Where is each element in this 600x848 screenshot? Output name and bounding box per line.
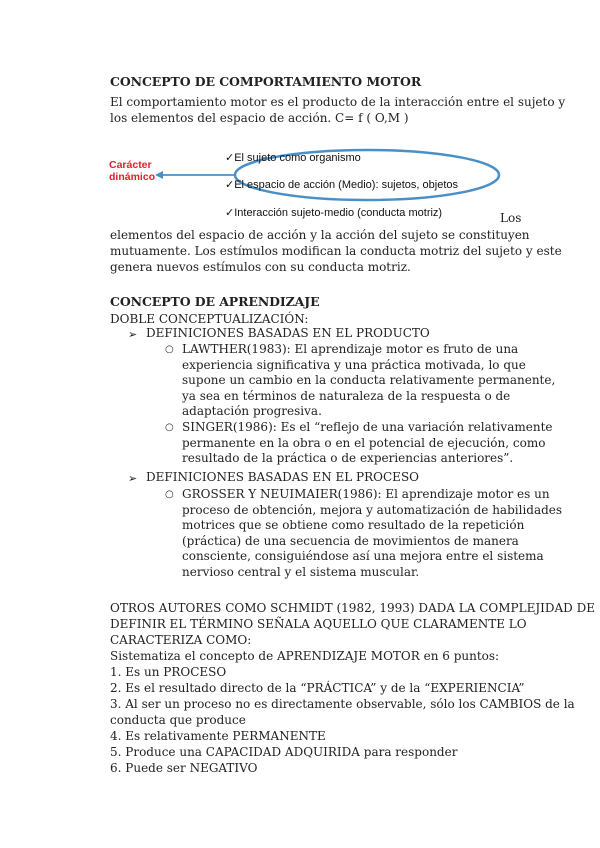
diagram-item-espacio: ✓El espacio de acción (Medio): sujetos, objetos	[225, 179, 459, 191]
definition-line: resultado de la práctica o de experiencias anteriores”.	[182, 451, 514, 465]
after-diagram-paragraph	[110, 227, 562, 275]
section3-line: 3. Al ser un proceso no es directamente observable, sólo los CAMBIOS de la	[110, 697, 575, 711]
section3-line: OTROS AUTORES COMO SCHMIDT (1982, 1993) DADA LA COMPLEJIDAD DE	[110, 601, 595, 615]
section3-line: 4. Es relativamente PERMANENTE	[110, 729, 326, 743]
paragraph-line: genera nuevos estímulos con su conducta motriz.	[110, 260, 411, 274]
definition-line: supone un cambio en la conducta relativamente permanente,	[182, 373, 556, 387]
paragraph-line: mutuamente. Los estímulos modifican la conducta motriz del sujeto y este	[110, 244, 562, 258]
schmidt-section	[110, 600, 595, 776]
intro-line: los elementos del espacio de acción. C= f ( O,M )	[110, 111, 409, 125]
diagram-item-interaccion: ✓Interacción sujeto-medio (conducta motriz)	[225, 207, 443, 219]
definition-line: (práctica) de una secuencia de movimientos de manera	[182, 533, 519, 548]
section3-line: Sistematiza el concepto de APRENDIZAJE MOTOR en 6 puntos:	[110, 649, 500, 663]
definition-line: motrices que se obtiene como resultado de la repetición	[182, 518, 525, 532]
arrow-bullet: ➢	[128, 328, 138, 341]
paragraph-line: elementos del espacio de acción y la acción del sujeto se constituyen	[110, 228, 530, 242]
label-line: Carácter	[109, 159, 152, 171]
arrow-bullet: ➢	[128, 472, 138, 485]
section3-line: 1. Es un PROCESO	[110, 665, 227, 679]
group2-title: DEFINICIONES BASADAS EN EL PROCESO	[146, 470, 419, 484]
definition-line: experiencia significativa y una práctica motivada, lo que	[182, 357, 526, 372]
dynamic-character-diagram	[95, 142, 535, 224]
section3-line: 6. Puede ser NEGATIVO	[110, 761, 258, 775]
caracter-dinamico-label	[109, 159, 155, 183]
definition-line: ya sea en términos de naturaleza de la respuesta o de	[182, 388, 511, 403]
grosser-definition	[182, 487, 562, 580]
definition-line: nervioso central y el sistema muscular.	[182, 564, 420, 579]
definition-line: SINGER(1986): Es el “reflejo de una variación relativamente	[182, 420, 553, 434]
diagram-item-organismo: ✓El sujeto como organismo	[225, 152, 361, 164]
label-line: dinámico	[109, 171, 156, 183]
section3-line: conducta que produce	[110, 713, 246, 727]
group1-title: DEFINICIONES BASADAS EN EL PRODUCTO	[146, 326, 430, 340]
singer-definition	[182, 420, 553, 467]
heading-aprendizaje: CONCEPTO DE APRENDIZAJE	[110, 294, 320, 309]
section3-line: 2. Es el resultado directo de la “PRÁCTICA” y de la “EXPERIENCIA”	[110, 681, 525, 695]
circle-bullet: ○	[165, 489, 174, 500]
intro-line: El comportamiento motor es el producto de la interacción entre el sujeto y	[110, 95, 566, 109]
lawther-definition	[182, 342, 555, 420]
doble-conceptualizacion: DOBLE CONCEPTUALIZACIÓN:	[110, 312, 309, 326]
circle-bullet: ○	[165, 422, 174, 433]
section3-line: DEFINIR EL TÉRMINO SEÑALA AQUELLO QUE CLARAMENTE LO	[110, 617, 527, 631]
intro-paragraph	[110, 94, 566, 126]
circle-bullet: ○	[165, 344, 174, 355]
trailing-word: Los	[500, 211, 522, 225]
definition-line: adaptación progresiva.	[182, 404, 322, 418]
definition-line: permanente en la obra o en el potencial de ejecución, como	[182, 435, 546, 450]
definition-line: proceso de obtención, mejora y automatización de habilidades	[182, 502, 563, 517]
section3-line: 5. Produce una CAPACIDAD ADQUIRIDA para responder	[110, 745, 458, 759]
definition-line: GROSSER Y NEUIMAIER(1986): El aprendizaje motor es un	[182, 487, 550, 501]
definition-line: LAWTHER(1983): El aprendizaje motor es fruto de una	[182, 342, 519, 356]
definition-line: consciente, consiguiéndose así una mejora entre el sistema	[182, 549, 544, 563]
section3-line: CARACTERIZA COMO:	[110, 633, 252, 647]
arrow-head	[155, 171, 163, 179]
heading-comportamiento-motor: CONCEPTO DE COMPORTAMIENTO MOTOR	[110, 74, 422, 89]
